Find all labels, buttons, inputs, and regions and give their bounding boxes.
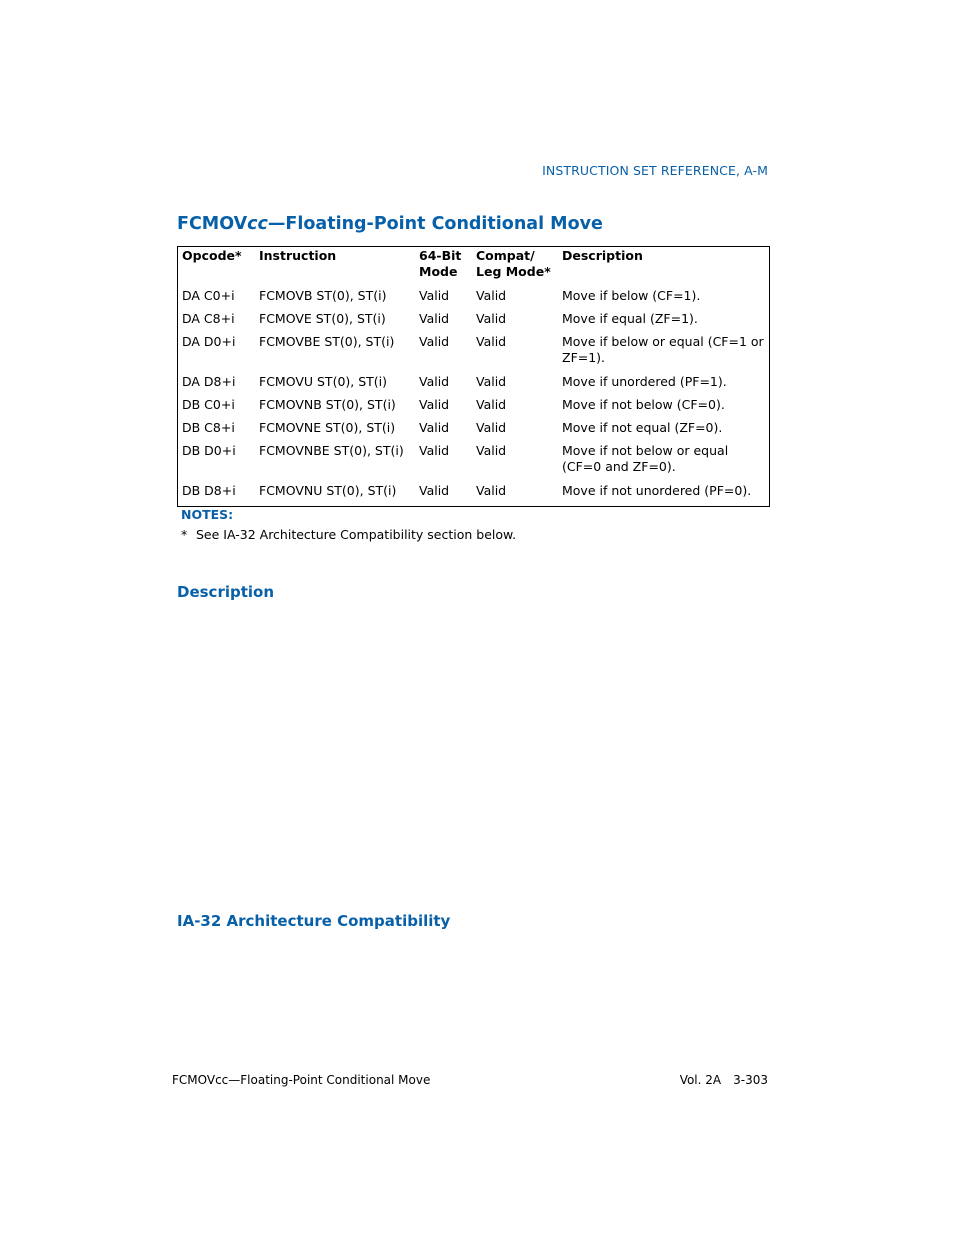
table-header-row: [178, 247, 770, 289]
table-row: [178, 288, 770, 311]
table-row: [178, 420, 770, 443]
table-row: [178, 374, 770, 397]
cell-description: Move if equal (ZF=1).: [562, 311, 698, 327]
cell-compat: Valid: [476, 288, 507, 303]
cell-opcode: DA D0+i: [182, 334, 236, 350]
table-row: [178, 397, 770, 420]
footer-title: FCMOVcc—Floating-Point Conditional Move: [172, 1073, 431, 1087]
cell-description: Move if below or equal (CF=1 or ZF=1).: [562, 334, 764, 366]
table-row: [178, 311, 770, 334]
cell-mode64: Valid: [419, 443, 450, 459]
footer-page-number: 3-303: [733, 1073, 768, 1087]
cell-instruction: FCMOVNBE ST(0), ST(i): [259, 443, 404, 459]
cell-opcode: DB C8+i: [182, 420, 235, 436]
running-header: INSTRUCTION SET REFERENCE, A-M: [542, 163, 768, 178]
cell-compat: Valid: [476, 482, 507, 498]
header-compat-line1: Compat/: [476, 248, 535, 263]
cell-instruction: FCMOVNB ST(0), ST(i): [259, 396, 396, 412]
cell-opcode: DA C8+i: [182, 311, 235, 327]
cell-description: Move if below (CF=1).: [562, 288, 701, 303]
section-heading-compatibility: IA-32 Architecture Compatibility: [177, 912, 451, 930]
title-suffix: —Floating-Point Conditional Move: [267, 214, 603, 234]
cell-description: Move if not below or equal (CF=0 and ZF=0).: [562, 443, 729, 475]
header-opcode: Opcode*: [182, 248, 242, 263]
notes-label: NOTES:: [181, 507, 234, 522]
cell-compat: Valid: [476, 334, 507, 350]
cell-mode64: Valid: [419, 311, 450, 327]
cell-instruction: FCMOVNU ST(0), ST(i): [259, 482, 397, 498]
cell-description: Move if not equal (ZF=0).: [562, 420, 723, 436]
cell-opcode: DA D8+i: [182, 373, 236, 389]
cell-instruction: FCMOVNE ST(0), ST(i): [259, 420, 396, 436]
table-row: [178, 443, 770, 482]
cell-mode64: Valid: [419, 482, 450, 498]
cell-mode64: Valid: [419, 334, 450, 350]
cell-compat: Valid: [476, 443, 507, 459]
cell-opcode: DB D8+i: [182, 482, 236, 498]
cell-description: Move if not unordered (PF=0).: [562, 482, 752, 498]
header-compat-mode: [472, 247, 558, 289]
cell-description: Move if unordered (PF=1).: [562, 373, 727, 389]
header-64bit-mode: [415, 247, 472, 289]
cell-mode64: Valid: [419, 373, 450, 389]
cell-compat: Valid: [476, 420, 507, 436]
cell-compat: Valid: [476, 373, 507, 389]
note-marker: *: [181, 527, 188, 542]
opcode-table: [177, 246, 770, 507]
header-64bit-line2: Mode: [419, 264, 458, 279]
title-italic: cc: [247, 214, 268, 234]
cell-opcode: DA C0+i: [182, 288, 235, 303]
cell-opcode: DB D0+i: [182, 443, 236, 459]
title-prefix: FCMOV: [177, 214, 248, 234]
cell-mode64: Valid: [419, 288, 450, 303]
note-text: See IA-32 Architecture Compatibility section below.: [196, 527, 517, 542]
note-item: [181, 527, 516, 542]
cell-mode64: Valid: [419, 396, 450, 412]
cell-compat: Valid: [476, 396, 507, 412]
cell-instruction: FCMOVB ST(0), ST(i): [259, 288, 387, 303]
cell-compat: Valid: [476, 311, 507, 327]
cell-instruction: FCMOVBE ST(0), ST(i): [259, 334, 395, 350]
header-instruction: Instruction: [259, 248, 337, 263]
page-title: [177, 214, 603, 234]
header-description: Description: [562, 248, 643, 263]
table-row: [178, 483, 770, 507]
cell-mode64: Valid: [419, 420, 450, 436]
footer-volume: Vol. 2A: [679, 1073, 722, 1087]
table-body: [178, 288, 770, 507]
section-heading-description: Description: [177, 583, 275, 601]
cell-description: Move if not below (CF=0).: [562, 396, 725, 412]
footer-page-info: [680, 1073, 768, 1087]
table-row: [178, 334, 770, 373]
header-64bit-line1: 64-Bit: [419, 248, 462, 263]
cell-opcode: DB C0+i: [182, 396, 235, 412]
cell-instruction: FCMOVE ST(0), ST(i): [259, 311, 386, 327]
cell-instruction: FCMOVU ST(0), ST(i): [259, 373, 388, 389]
header-compat-line2: Leg Mode*: [476, 264, 551, 279]
